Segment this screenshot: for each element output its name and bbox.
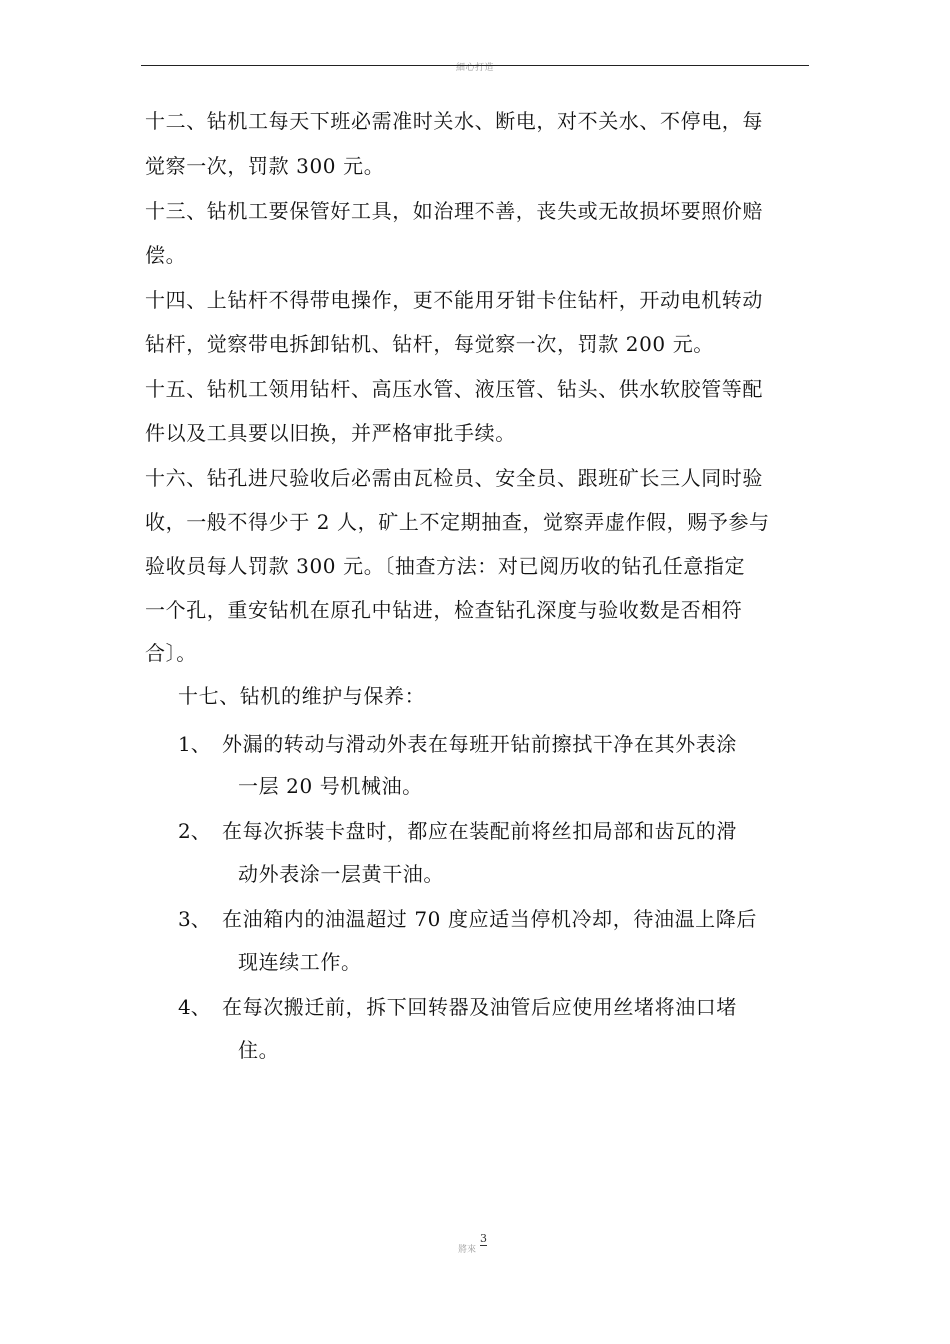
item-16-line-5: 合〕。 bbox=[145, 641, 197, 665]
step-4-line-2: 住。 bbox=[238, 1038, 280, 1062]
footer-text: 將來 bbox=[458, 1245, 477, 1255]
step-3-number: 3、 bbox=[178, 907, 211, 931]
page-footer bbox=[458, 1232, 518, 1254]
item-16-line-1: 十六、钻孔进尺验收后必需由瓦检员、安全员、跟班矿长三人同时验 bbox=[145, 466, 763, 490]
item-14-line-2: 钻杆，觉察带电拆卸钻机、钻杆，每觉察一次，罚款 200 元。 bbox=[145, 332, 714, 356]
item-12-line-1: 十二、钻机工每天下班必需准时关水、断电，对不关水、不停电，每 bbox=[145, 109, 763, 133]
step-1-line-1: 外漏的转动与滑动外表在每班开钻前擦拭干净在其外表涂 bbox=[222, 732, 737, 756]
page-number: 3 bbox=[480, 1232, 487, 1245]
step-1-line-2: 一层 20 号机械油。 bbox=[238, 774, 423, 798]
item-16-line-3: 验收员每人罚款 300 元。〔抽查方法：对已阅历收的钻孔任意指定 bbox=[145, 554, 746, 578]
item-16-line-2: 收，一般不得少于 2 人，矿上不定期抽查，觉察弄虚作假，赐予参与 bbox=[145, 510, 770, 534]
item-16-line-4: 一个孔，重安钻机在原孔中钻进，检查钻孔深度与验收数是否相符 bbox=[145, 598, 743, 622]
step-2-line-2: 动外表涂一层黄干油。 bbox=[238, 862, 444, 886]
item-13-line-1: 十三、钻机工要保管好工具，如治理不善，丧失或无故损坏要照价赔 bbox=[145, 199, 763, 223]
step-3-line-2: 现连续工作。 bbox=[238, 950, 362, 974]
step-4-line-1: 在每次搬迁前，拆下回转器及油管后应使用丝堵将油口堵 bbox=[222, 995, 737, 1019]
item-12-line-2: 觉察一次，罚款 300 元。 bbox=[145, 154, 385, 178]
step-2-line-1: 在每次拆装卡盘时，都应在装配前将丝扣局部和齿瓦的滑 bbox=[222, 819, 737, 843]
item-15-line-2: 件以及工具要以旧换，并严格审批手续。 bbox=[145, 421, 516, 445]
item-15-line-1: 十五、钻机工领用钻杆、高压水管、液压管、钻头、供水软胶管等配 bbox=[145, 377, 763, 401]
item-14-line-1: 十四、上钻杆不得带电操作，更不能用牙钳卡住钻杆，开动电机转动 bbox=[145, 288, 763, 312]
step-4-number: 4、 bbox=[178, 995, 211, 1019]
step-1-number: 1、 bbox=[178, 732, 211, 756]
maintenance-title: 十七、钻机的维护与保养： bbox=[178, 684, 426, 708]
item-13-line-2: 偿。 bbox=[145, 243, 187, 267]
header-rule bbox=[141, 65, 809, 66]
header-label: 細心打造 bbox=[455, 63, 494, 73]
step-2-number: 2、 bbox=[178, 819, 211, 843]
step-3-line-1: 在油箱内的油温超过 70 度应适当停机冷却，待油温上降后 bbox=[222, 907, 757, 931]
